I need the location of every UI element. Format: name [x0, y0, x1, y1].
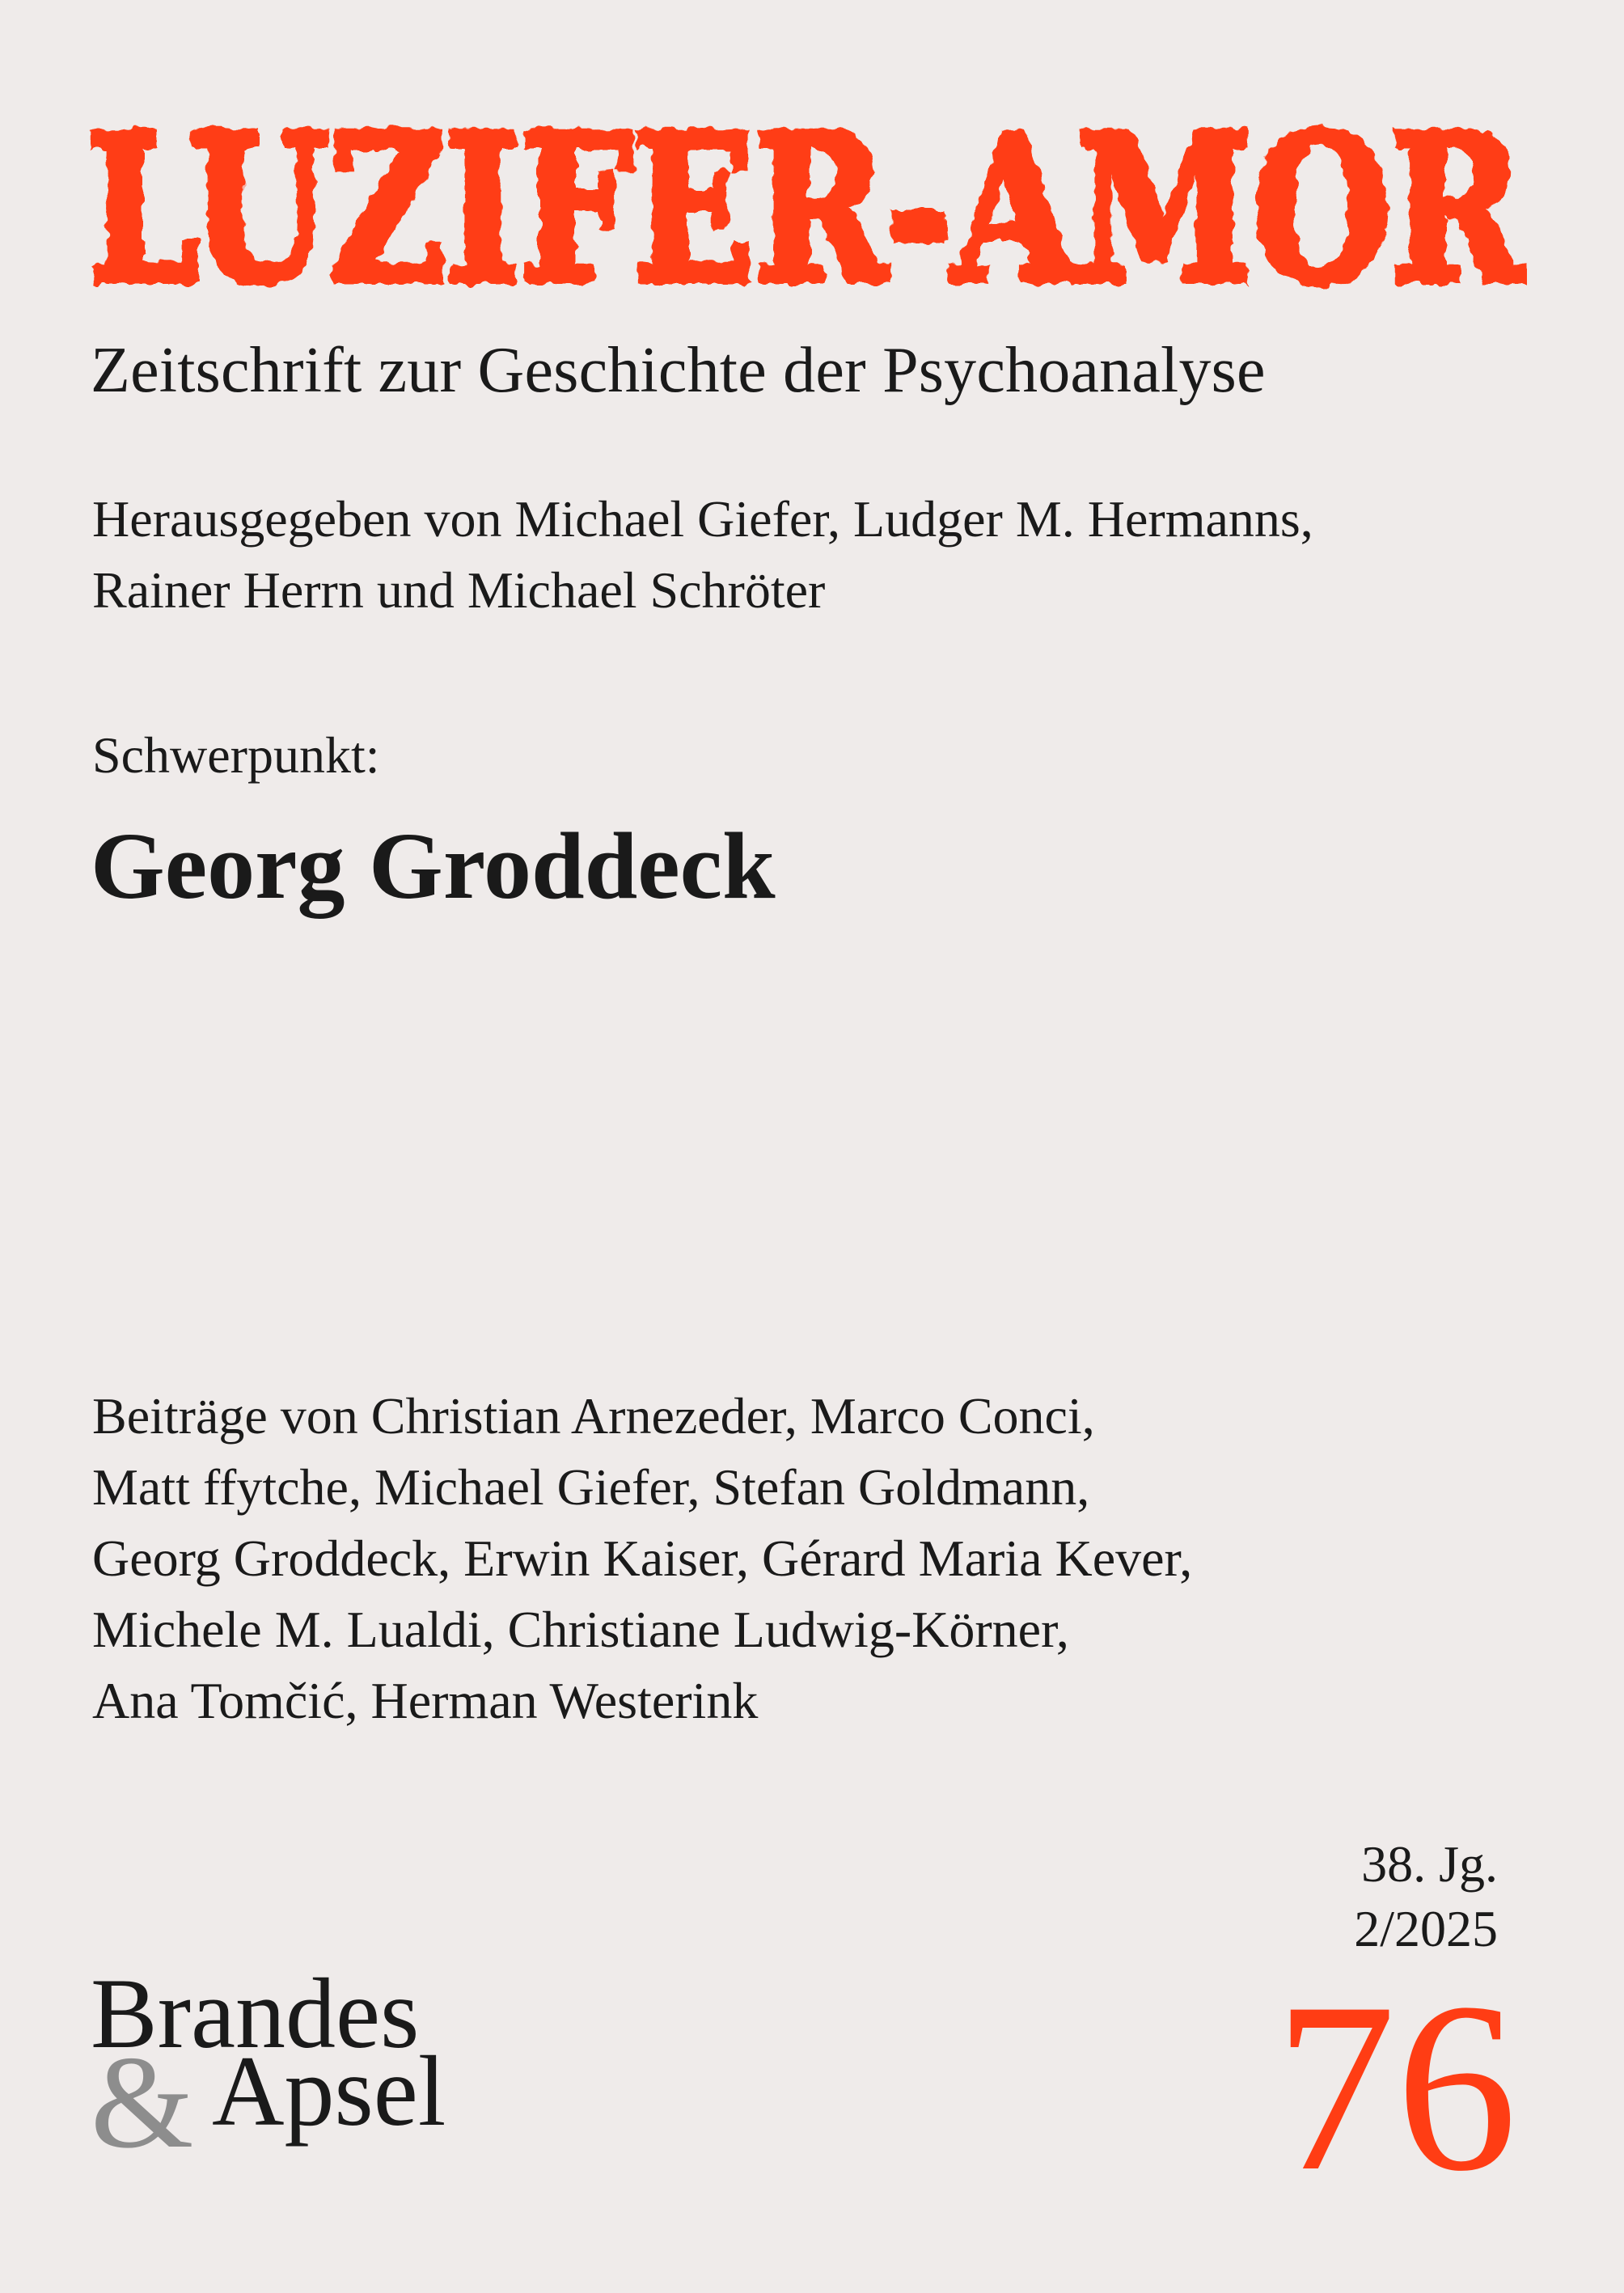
contributors-line: Beiträge von Christian Arnezeder, Marco Conci,: [92, 1387, 1095, 1445]
publisher-ampersand: &: [91, 2029, 194, 2176]
issue-year-label: 2/2025: [1354, 1900, 1498, 1957]
issue-info: [1354, 1832, 1498, 1961]
contributors-block: [92, 1381, 1192, 1737]
journal-masthead: [87, 95, 1527, 306]
publisher-name-brandes: Brandes: [91, 1958, 420, 2069]
focus-label: Schwerpunkt:: [92, 726, 380, 784]
editors-line: Rainer Herrn und Michael Schröter: [92, 561, 826, 619]
contributors-line: Georg Groddeck, Erwin Kaiser, Gérard Maria Kever,: [92, 1529, 1193, 1587]
volume-label: 38. Jg.: [1361, 1835, 1498, 1893]
editors-block: [92, 484, 1313, 626]
journal-title: LUZIFER-AMOR: [87, 95, 1525, 306]
contributors-line: Ana Tomčić, Herman Westerink: [92, 1672, 759, 1729]
publisher-logo: [91, 1958, 511, 2190]
editors-line: Herausgegeben von Michael Giefer, Ludger M. Hermanns,: [92, 490, 1313, 548]
masthead-logo: [87, 95, 1527, 306]
issue-number: 76: [1275, 1952, 1517, 2221]
publisher-name-apsel: Apsel: [212, 2036, 446, 2147]
focus-title: Georg Groddeck: [91, 813, 776, 919]
contributors-line: Michele M. Lualdi, Christiane Ludwig-Körner,: [92, 1601, 1069, 1658]
journal-subtitle: Zeitschrift zur Geschichte der Psychoanalyse: [91, 335, 1266, 406]
contributors-line: Matt ffytche, Michael Giefer, Stefan Goldmann,: [92, 1458, 1090, 1516]
